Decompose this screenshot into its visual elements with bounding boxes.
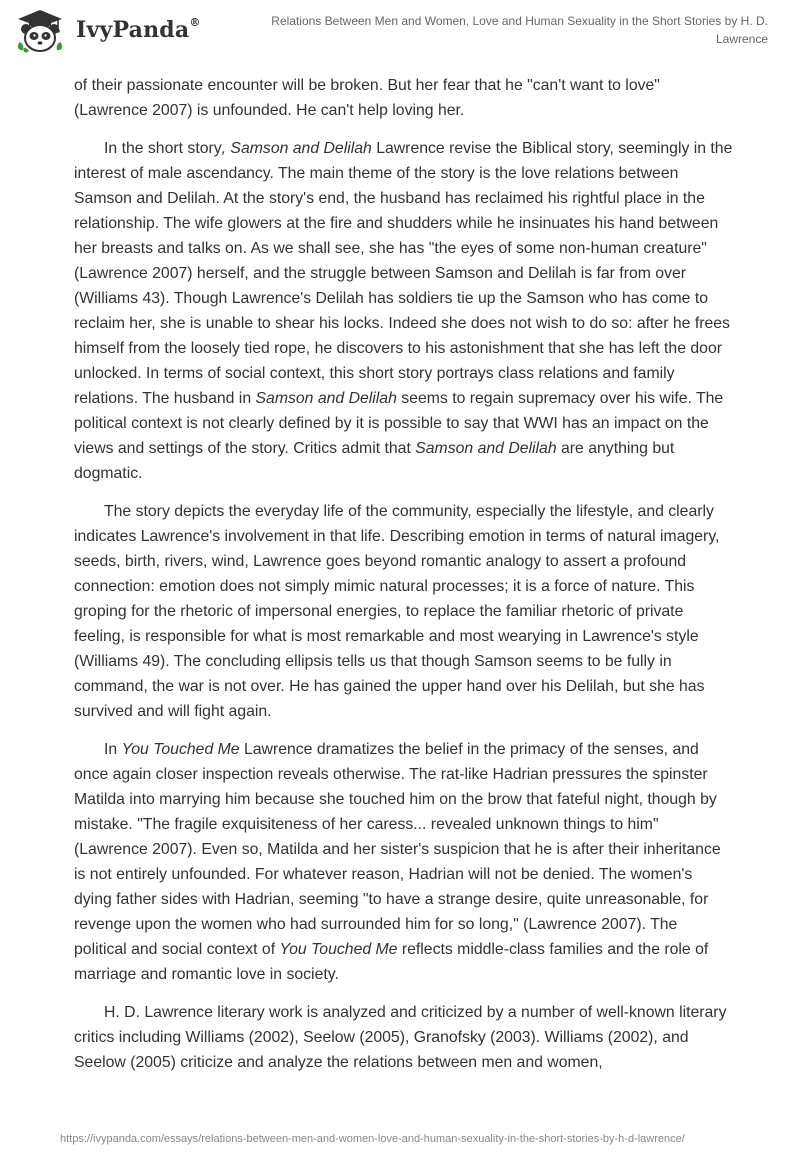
paragraph-text: In — [104, 741, 122, 758]
registered-mark: ® — [189, 15, 201, 29]
panda-graduate-icon — [14, 8, 66, 54]
italic-title-text: , Samson and Delilah — [221, 140, 372, 157]
paragraph-text: The story depicts the everyday life of the community, especially the lifestyle, and clearly indicates Lawrence's involvement in that life. Describing emotion in terms of natural imagery, seeds, birth, rivers, wind, Lawrence goes beyond romantic analogy to assert a profound connection: emotion does not simply mimic natural processes; it is a force of nature. This groping for the rhetoric of impersonal energies, to replace the familiar rhetoric of private feeling, is responsible for what is most remarkable and most wearying in Lawrence's style (Williams 49). The concluding ellipsis tells us that though Samson seems to be fully in command, the war is not over. He has gained the upper hand over his Delilah, but she has survived and will fight again. — [74, 503, 720, 720]
paragraph-text: seems to regain supremacy over his wife. The political context is not clearly defined by it is possible to say that WWI has an impact on the views and settings of the story. Critics admit that — [74, 390, 724, 457]
page-header — [0, 0, 800, 60]
essay-paragraph — [74, 73, 734, 123]
document-title — [228, 12, 768, 48]
paragraph-text: H. D. Lawrence literary work is analyzed and criticized by a number of well-known literary critics including Williams (2002), Seelow (2005), Granofsky (2003). Williams (2002), and Seelow (2005) criticize and analyze the relations between men and women, — [74, 1004, 727, 1071]
italic-title-text: You Touched Me — [121, 741, 240, 758]
logo-wordmark: IvyPanda — [76, 17, 190, 43]
essay-paragraph — [74, 499, 734, 724]
page-url[interactable]: https://ivypanda.com/essays/relations-between-men-and-women-love-and-human-sexuality-in-the-short-stories-by-h-d-lawrence/ — [60, 1133, 685, 1145]
document-title-line-1: Relations Between Men and Women, Love and Human Sexuality in the Short Stories by H. D. — [271, 14, 768, 28]
paragraph-text: of their passionate encounter will be broken. But her fear that he "can't want to love" (Lawrence 2007) is unfounded. He can't help loving her. — [74, 77, 660, 119]
italic-title-text: Samson and Delilah — [415, 440, 557, 457]
essay-body — [74, 73, 734, 1088]
essay-paragraph — [74, 1000, 734, 1075]
paragraph-text: Lawrence dramatizes the belief in the primacy of the senses, and once again closer inspection reveals otherwise. The rat-like Hadrian pressures the spinster Matilda into marrying him because she touched him on the brow that fateful night, though by mistake. "The fragile exquisiteness of her caress... revealed unknown things to him" (Lawrence 2007). Even so, Matilda and her sister's suspicion that he is after their inheritance is not entirely unfounded. For whatever reason, Hadrian will not be denied. The women's dying father sides with Hadrian, seeming "to have a strange desire, quite unreasonable, for revenge upon the women who had surrounded him for so long," (Lawrence 2007). The political and social context of — [74, 741, 721, 958]
italic-title-text: You Touched Me — [279, 941, 398, 958]
paragraph-text: are anything but dogmatic. — [74, 440, 675, 482]
document-title-line-2: Lawrence — [715, 32, 768, 46]
paragraph-text: Lawrence revise the Biblical story, seemingly in the interest of male ascendancy. The main theme of the story is the love relations between Samson and Delilah. At the story's end, the husband has reclaimed his rightful place in the relationship. The wife glowers at the fire and shudders while he insinuates his hand between her breasts and talks on. As we shall see, she has "the eyes of some non-human creature" (Lawrence 2007) herself, and the struggle between Samson and Delilah is far from over (Williams 43). Though Lawrence's Delilah has soldiers tie up the Samson who has come to reclaim her, she is unable to shear his locks. Indeed she does not wish to do so: after he frees himself from the loosely tied rope, he discovers to his astonishment that she has left the door unlocked. In terms of social context, this short story portrays class relations and family relations. The husband in — [74, 140, 733, 407]
essay-paragraph — [74, 136, 734, 486]
paragraph-text: In the short story — [104, 140, 222, 157]
ivypanda-logo[interactable] — [14, 8, 214, 54]
italic-title-text: Samson and Delilah — [255, 390, 397, 407]
paragraph-text: reflects middle-class families and the role of marriage and romantic love in society. — [74, 941, 709, 983]
essay-paragraph — [74, 737, 734, 987]
